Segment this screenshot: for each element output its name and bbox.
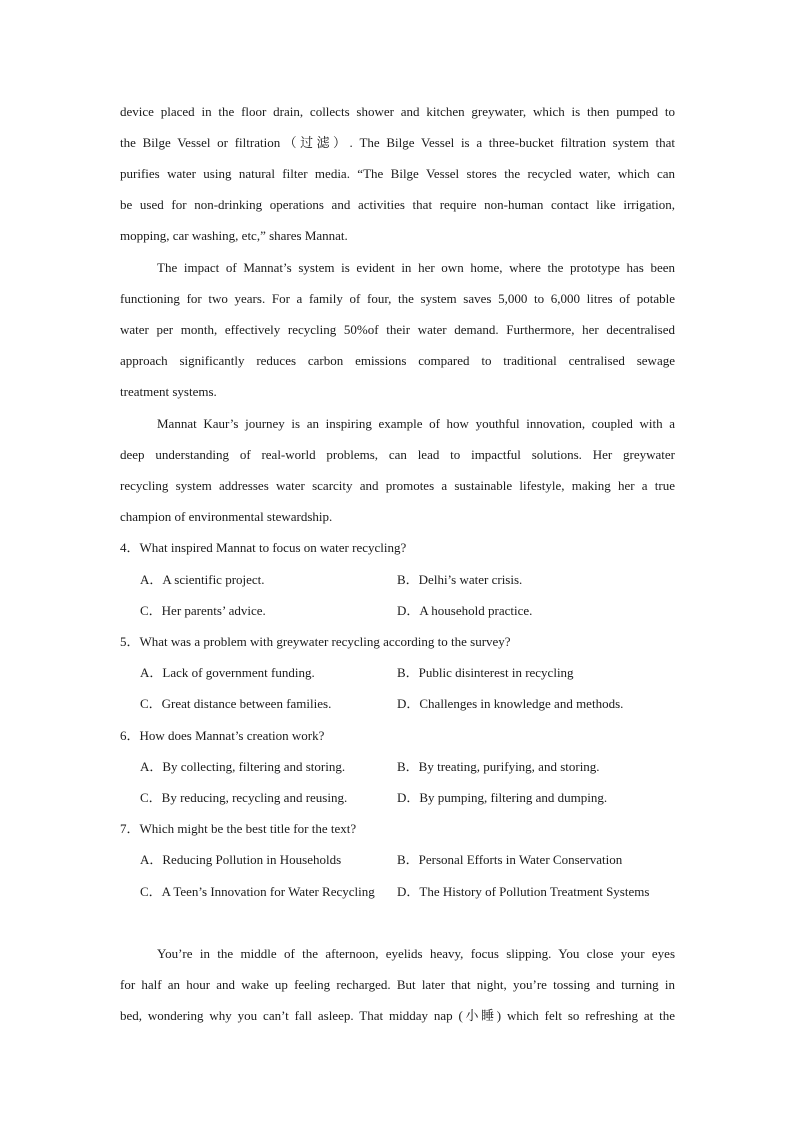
option-c: C．Her parents’ advice. [140,603,266,618]
option-c: C．Great distance between families. [140,696,332,711]
option-b: B．Personal Efforts in Water Conservation [397,852,623,867]
option-a: A．A scientific project. [140,572,265,587]
option-a: A．Reducing Pollution in Households [140,852,342,867]
option-d: D．A household practice. [397,603,533,618]
passage-line: Mannat Kaur’s journey is an inspiring example of how youthful innovation, coupled with a [157,416,675,431]
option-b: B．By treating, purifying, and storing. [397,759,600,774]
passage-line: device placed in the floor drain, collects shower and kitchen greywater, which is then pumped to [120,104,675,119]
option-c: C．A Teen’s Innovation for Water Recycling [140,884,375,899]
option-d: D．Challenges in knowledge and methods. [397,696,624,711]
question-stem: 4．What inspired Mannat to focus on water recycling? [120,540,407,555]
option-c: C．By reducing, recycling and reusing. [140,790,348,805]
passage-line: be used for non-drinking operations and activities that require non-human contact like irrigation, [120,197,675,212]
passage-line: treatment systems. [120,384,217,399]
passage-line: champion of environmental stewardship. [120,509,333,524]
passage-line: purifies water using natural filter media. “The Bilge Vessel stores the recycled water, which can [120,166,675,181]
option-b: B．Delhi’s water crisis. [397,572,523,587]
passage-line: You’re in the middle of the afternoon, eyelids heavy, focus slipping. You close your eyes [157,946,675,961]
option-b: B．Public disinterest in recycling [397,665,574,680]
passage-line: approach significantly reduces carbon emissions compared to traditional centralised sewage [120,353,675,368]
passage-line: mopping, car washing, etc,” shares Mannat. [120,228,348,243]
passage-line: the Bilge Vessel or filtration（过滤）. The Bilge Vessel is a three-bucket filtration system that [120,135,675,150]
passage-line: The impact of Mannat’s system is evident in her own home, where the prototype has been [157,260,675,275]
passage-line: bed, wondering why you can’t fall asleep. That midday nap (小睡) which felt so refreshing at the [120,1008,675,1023]
option-a: A．Lack of government funding. [140,665,315,680]
question-stem: 5．What was a problem with greywater recycling according to the survey? [120,634,511,649]
question-stem: 6．How does Mannat’s creation work? [120,728,325,743]
question-stem: 7．Which might be the best title for the text? [120,821,357,836]
option-a: A．By collecting, filtering and storing. [140,759,346,774]
passage-line: functioning for two years. For a family of four, the system saves 5,000 to 6,000 litres of potable [120,291,675,306]
option-d: D．By pumping, filtering and dumping. [397,790,608,805]
option-d: D．The History of Pollution Treatment Systems [397,884,650,899]
passage-line: water per month, effectively recycling 50%of their water demand. Furthermore, her decentralised [120,322,675,337]
passage-line: deep understanding of real-world problems, can lead to impactful solutions. Her greywater [120,447,675,462]
passage-line: recycling system addresses water scarcity and promotes a sustainable lifestyle, making her a true [120,478,675,493]
passage-line: for half an hour and wake up feeling recharged. But later that night, you’re tossing and turning in [120,977,675,992]
